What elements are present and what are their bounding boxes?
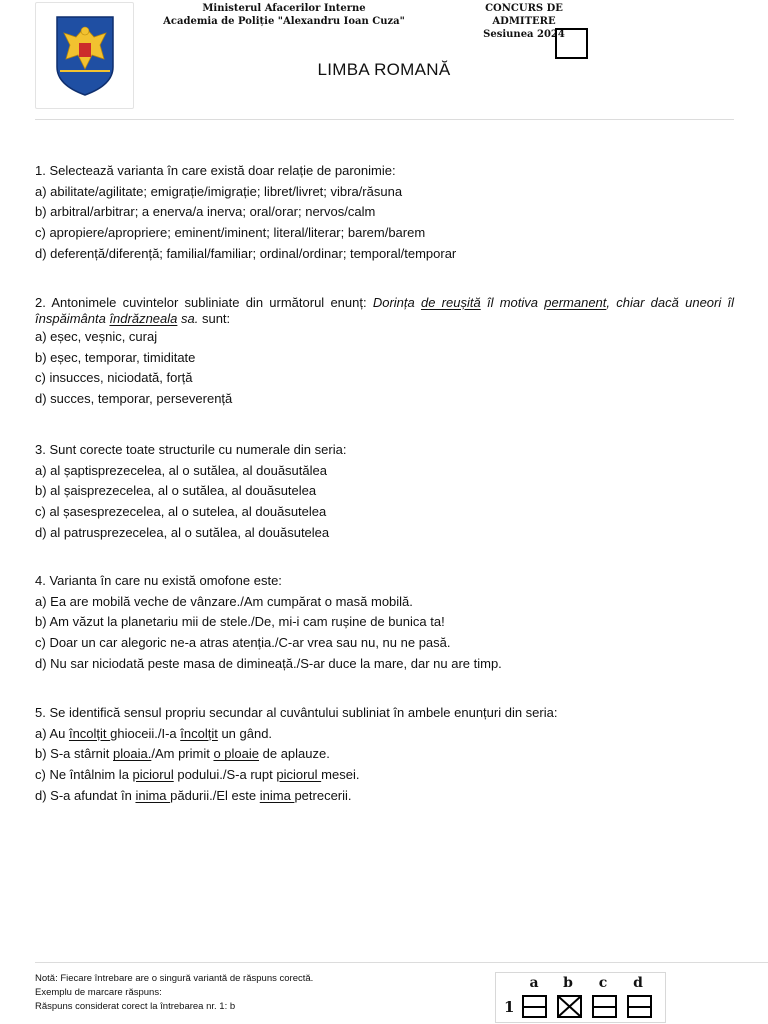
note-line: Exemplu de marcare răspuns:	[35, 987, 162, 998]
text-part: b) S-a stârnit	[35, 746, 114, 762]
sentence-part: Dorința	[372, 295, 421, 310]
option-c: c) Doar un car alegoric ne-a atras atenția./C-ar vrea sau nu, nu ne pasă.	[35, 635, 451, 651]
note-line: Notă: Fiecare întrebare are o singură variantă de răspuns corectă.	[35, 973, 314, 984]
text-part: d) S-a afundat în	[35, 787, 136, 803]
option-b: b) al șaisprezecelea, al o sutălea, al douăsutelea	[35, 483, 317, 499]
option-c: c) al șasesprezecelea, al o sutelea, al douăsutelea	[35, 504, 327, 520]
question-stem: 5. Se identifică sensul propriu secundar al cuvântului subliniat în ambele enunțuri din seria:	[35, 705, 558, 720]
underlined-word: inima	[259, 787, 295, 803]
question-number: 1	[504, 998, 515, 1016]
header-divider	[35, 119, 734, 120]
ministry-name: Ministerul Afacerilor Interne	[202, 3, 366, 14]
underlined-word: permanent	[544, 295, 607, 310]
text-part: petrecerii.	[294, 787, 352, 803]
text-part: ghioceii./I-a	[110, 725, 181, 741]
text-part: mesei.	[321, 767, 360, 783]
stem-start: 2. Antonimele cuvintelor subliniate din următorul enunț:	[35, 295, 373, 310]
x-mark-icon	[557, 995, 582, 1018]
logo-frame	[35, 2, 134, 109]
option-a: a) eșec, veșnic, curaj	[35, 329, 158, 344]
exam-title: CONCURS DE ADMITERE	[485, 3, 563, 27]
stem-end: sunt:	[198, 311, 231, 326]
underlined-word: încolțit	[180, 725, 218, 741]
subject-title: LIMBA ROMANĂ	[317, 60, 451, 79]
column-letter-c: c	[598, 975, 608, 991]
option-b: b) eșec, temporar, timiditate	[35, 349, 196, 365]
question-1	[35, 161, 734, 265]
option-d: d) succes, temporar, perseverență	[35, 391, 233, 407]
option-d: d) deferență/diferență; familial/familiar; ordinal/ordinar; temporal/temporar	[35, 245, 457, 261]
option-d	[35, 786, 734, 807]
option-a	[35, 724, 734, 745]
question-2	[35, 295, 734, 410]
option-a: a) Ea are mobilă veche de vânzare./Am cumpărat o masă mobilă.	[35, 593, 413, 609]
option-b: b) Am văzut la planetariu mii de stele./De, mi-i cam rușine de bunica ta!	[35, 614, 445, 630]
text-part: pădurii./El este	[170, 787, 260, 803]
text-part: c) Ne întâlnim la	[35, 767, 133, 783]
underlined-word: încolțit	[68, 725, 111, 741]
text-part: /Am primit	[151, 746, 214, 762]
underlined-word: piciorul	[276, 767, 322, 783]
answer-cell-c	[592, 995, 617, 1018]
column-letter-a: a	[529, 975, 539, 991]
question-stem	[35, 295, 734, 327]
answer-cell-b-marked	[557, 995, 582, 1018]
underlined-word: îndrăzneala	[109, 311, 178, 326]
column-letter-d: d	[633, 975, 643, 991]
sentence-part: îl motiva	[480, 295, 545, 310]
option-d: d) al patrusprezecelea, al o sutălea, al douăsutelea	[35, 524, 330, 540]
text-part: de aplauze.	[259, 746, 330, 762]
underlined-word: inima	[135, 787, 171, 803]
question-4	[35, 571, 734, 675]
text-part: un gând.	[217, 725, 273, 741]
option-c: c) apropiere/apropriere; eminent/iminent; literal/literar; barem/barem	[35, 225, 426, 241]
question-stem: 1. Selectează varianta în care există doar relație de paronimie:	[35, 163, 396, 178]
question-5	[35, 703, 734, 807]
answer-example-grid	[495, 972, 666, 1023]
ministry-heading	[150, 2, 418, 28]
text-part: a) Au	[35, 725, 69, 741]
option-c	[35, 765, 734, 786]
underlined-word: piciorul	[132, 767, 174, 783]
underlined-word: ploaia.	[113, 746, 152, 762]
sentence-part: sa.	[177, 311, 199, 326]
option-b: b) arbitral/arbitrar; a enerva/a inerva; oral/orar; nervos/calm	[35, 204, 376, 220]
coat-of-arms-icon	[54, 15, 116, 97]
option-b	[35, 744, 734, 765]
question-stem: 3. Sunt corecte toate structurile cu numerale din seria:	[35, 442, 347, 457]
option-c: c) insucces, niciodată, forță	[35, 370, 193, 386]
candidate-code-box[interactable]	[555, 28, 588, 59]
exam-session: Sesiunea 2024	[483, 29, 565, 40]
note-line: Răspuns considerat corect la întrebarea nr. 1: b	[35, 1001, 236, 1012]
underlined-word: o ploaie	[213, 746, 260, 762]
question-3	[35, 440, 734, 544]
underlined-word: de reușită	[420, 295, 481, 310]
answer-cell-a	[522, 995, 547, 1018]
footer-note	[35, 972, 313, 1014]
footer-divider	[35, 962, 768, 963]
academy-name: Academia de Poliție "Alexandru Ioan Cuza"	[163, 16, 405, 27]
answer-cell-d	[627, 995, 652, 1018]
sentence-part: , chiar dacă uneori îl înspăimânta	[35, 295, 734, 326]
option-a: a) abilitate/agilitate; emigrație/imigrație; libret/livret; vibra/răsuna	[35, 183, 403, 199]
option-a: a) al șaptisprezecelea, al o sutălea, al douăsutălea	[35, 462, 327, 478]
question-stem: 4. Varianta în care nu există omofone este:	[35, 573, 282, 588]
option-d: d) Nu sar niciodată peste masa de dimineață./S-ar duce la mare, dar nu are timp.	[35, 655, 502, 671]
column-letter-b: b	[563, 975, 573, 991]
text-part: podului./S-a rupt	[173, 767, 277, 783]
